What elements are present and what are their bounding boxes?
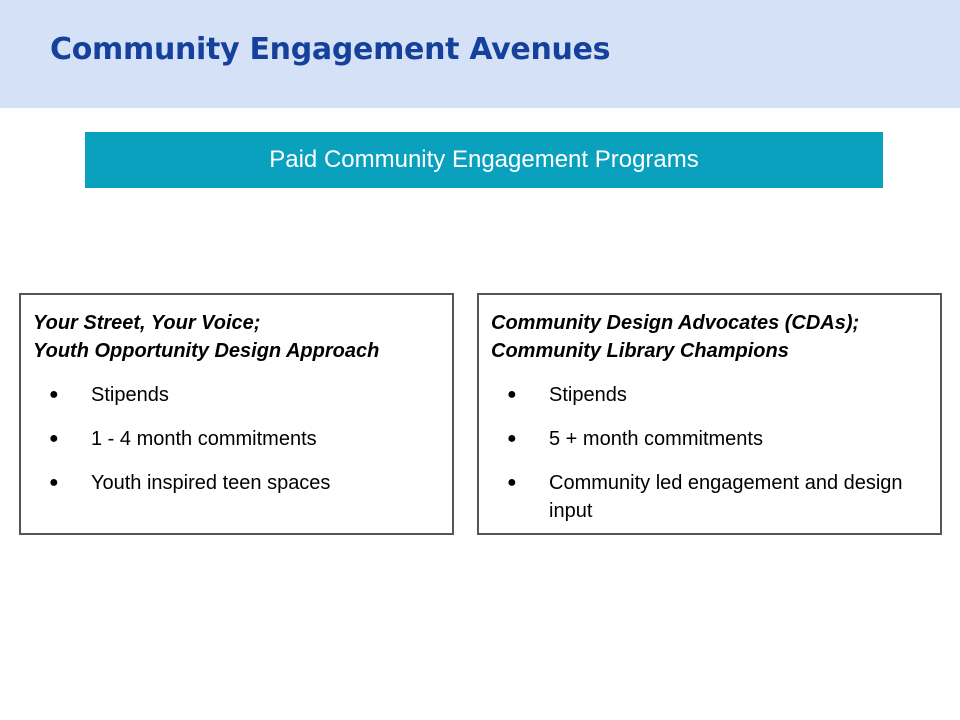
list-item [491,381,928,409]
card-title-line: Community Library Champions [491,340,789,362]
bullet-list [491,381,928,525]
card-title-line: Your Street, Your Voice; [33,312,261,334]
bullet-glyph: ● [507,430,517,447]
bullet-glyph: ● [49,386,59,403]
bullet-list [33,381,440,497]
section-banner: Paid Community Engagement Programs [85,132,883,188]
list-item-text: Stipends [549,384,627,406]
card-title [33,309,440,365]
bullet-glyph: ● [49,474,59,491]
slide-title: Community Engagement Avenues [50,32,611,67]
card-title-line: Youth Opportunity Design Approach [33,340,380,362]
list-item [491,469,928,525]
list-item-text: 5 + month commitments [549,428,763,450]
program-card-right [477,293,942,535]
list-item-text: Youth inspired teen spaces [91,472,331,494]
slide-header [0,0,960,108]
bullet-glyph: ● [507,474,517,491]
list-item [33,425,440,453]
list-item [491,425,928,453]
card-title [491,309,928,365]
list-item-text: Stipends [91,384,169,406]
list-item-text: Community led engagement and design input [549,472,903,522]
bullet-glyph: ● [49,430,59,447]
list-item [33,469,440,497]
bullet-glyph: ● [507,386,517,403]
card-title-line: Community Design Advocates (CDAs); [491,312,860,334]
program-card-left [19,293,454,535]
list-item [33,381,440,409]
list-item-text: 1 - 4 month commitments [91,428,317,450]
